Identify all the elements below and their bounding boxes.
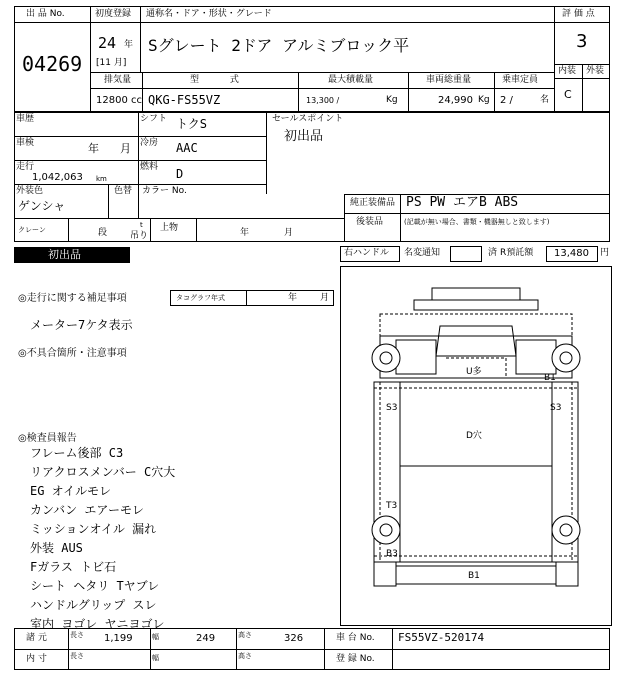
history-label: 車歴 <box>16 114 35 124</box>
registration-label: 登 録 No. <box>336 654 375 664</box>
mark-s3-left: S3 <box>386 403 398 413</box>
inspector-line: Fガラス トビ石 <box>30 560 117 574</box>
capacity-label: 乗車定員 <box>502 75 539 85</box>
mileage-value: 1,042,063 <box>32 172 83 183</box>
rating-value: 3 <box>576 31 588 52</box>
inner-label: 内 寸 <box>26 654 47 664</box>
inspector-line: ミッションオイル 漏れ <box>30 522 157 536</box>
upper-month-unit: 月 <box>284 228 294 238</box>
color-label: 外装色 <box>16 186 44 196</box>
mark-s3-right: S3 <box>550 403 562 413</box>
mileage-label: 走行 <box>16 162 35 172</box>
shift-value: トクS <box>176 117 207 131</box>
mark-b1-bottom: B1 <box>468 571 480 581</box>
inspection-month-unit: 月 <box>120 142 131 155</box>
rhd-text: 右ハンドル <box>344 248 390 258</box>
mark-t3: T3 <box>386 501 398 511</box>
mileage-unit: km <box>96 175 107 183</box>
color-code-label: カラー No. <box>142 186 187 196</box>
inspector-line: カンバン エアーモレ <box>30 503 145 517</box>
capacity-value: 2 / <box>500 95 513 106</box>
first-reg-label: 初度登録 <box>95 9 132 19</box>
length-value: 1,199 <box>104 633 133 644</box>
lot-number: 04269 <box>22 52 83 76</box>
recycle-unit: 円 <box>600 248 610 258</box>
tacho-month-unit: 月 <box>320 293 330 303</box>
chassis-value: FS55VZ-520174 <box>398 631 485 644</box>
inner-length-label: 長さ <box>70 652 84 660</box>
inspector-line: 室内 ヨゴレ ヤニヨゴレ <box>30 617 165 631</box>
dims-label: 諸 元 <box>26 633 47 643</box>
inspector-line: EG オイルモレ <box>30 484 112 498</box>
model-description: Sグレート 2ドア アルミブロック平 <box>148 36 410 55</box>
interior-label: 内装 <box>558 66 577 76</box>
max-load-unit: Kg <box>386 95 398 105</box>
model-desc-label: 通称名・ドア・形状・グレード <box>146 9 272 19</box>
reg-month: [11 月] <box>96 58 127 68</box>
sales-point-label: セールスポイント <box>272 114 344 124</box>
inspector-line: フレーム後部 C3 <box>30 446 124 460</box>
fuel-value: D <box>176 167 184 181</box>
gvw-label: 車両総重量 <box>426 75 472 85</box>
max-load: 13,300 / <box>306 96 340 105</box>
crane-ton-unit: t <box>140 221 143 229</box>
exterior-label: 外装 <box>586 66 605 76</box>
inspector-line: リアクロスメンバー C穴大 <box>30 465 176 479</box>
ac-value: AAC <box>176 141 198 155</box>
length-label: 長さ <box>70 631 84 639</box>
capacity-unit: 名 <box>540 95 550 105</box>
crane-label: クレーン <box>18 226 46 234</box>
inner-width-label: 幅 <box>152 654 159 662</box>
aftermarket-label: 後装品 <box>356 217 384 227</box>
height-label: 高さ <box>238 631 252 639</box>
equipment-value: PS PW エアB ABS <box>406 195 519 210</box>
gvw-value: 24,990 <box>438 95 473 106</box>
tacho-label: タコグラフ年式 <box>176 294 225 302</box>
inner-height-label: 高さ <box>238 652 252 660</box>
inspector-line: ハンドルグリップ スレ <box>30 598 157 612</box>
equipment-label: 純正装備品 <box>350 198 396 208</box>
ac-label: 冷房 <box>140 138 159 148</box>
crane-stage-unit: 段 <box>98 228 108 238</box>
mark-d: D穴 <box>466 431 482 441</box>
inspector-line: シート ヘタリ Tヤブレ <box>30 579 160 593</box>
sales-point-value: 初出品 <box>284 129 324 144</box>
truck-diagram <box>340 266 612 626</box>
model-code: QKG-FS55VZ <box>148 93 221 107</box>
color-value: ゲンシャ <box>18 199 66 213</box>
inspector-lines <box>30 446 330 636</box>
recycle-deposit-value: 13,480 <box>554 248 589 259</box>
first-listing-text: 初出品 <box>48 248 81 261</box>
recycle-deposit-label: R預託額 <box>500 248 534 258</box>
inspector-label: ◎検査員報告 <box>18 433 77 444</box>
model-label: 型 式 <box>190 75 239 85</box>
inspector-line: 外装 AUS <box>30 541 83 555</box>
mark-u: U多 <box>466 367 482 377</box>
name-change-box <box>450 246 482 262</box>
displacement-label: 排気量 <box>104 75 132 85</box>
reg-year-unit: 年 <box>124 40 134 50</box>
inspection-label: 車検 <box>16 138 35 148</box>
chassis-label: 車 台 No. <box>336 633 375 643</box>
fuel-label: 燃料 <box>140 162 159 172</box>
width-label: 幅 <box>152 633 159 641</box>
color-no-label: 色替 <box>114 186 133 196</box>
defects-label: ◎不具合箇所・注意事項 <box>18 348 127 359</box>
height-value: 326 <box>284 633 304 644</box>
width-value: 249 <box>196 633 216 644</box>
recycle-status: 済 <box>488 248 498 258</box>
mark-b3: B3 <box>386 549 398 559</box>
upper-year-unit: 年 <box>240 228 250 238</box>
name-change-label: 名変通知 <box>404 248 441 258</box>
crane-hang-label: 吊り <box>130 231 149 241</box>
max-load-label: 最大積載量 <box>328 75 374 85</box>
shift-label: シフト <box>140 114 168 124</box>
reg-year: 24 <box>98 34 117 52</box>
upper-label: 上物 <box>160 223 179 233</box>
displacement: 12800 cc <box>96 95 142 106</box>
tacho-year-unit: 年 <box>288 293 298 303</box>
driving-notes-label: ◎走行に関する補足事項 <box>18 293 127 304</box>
driving-note: メーター7ケタ表示 <box>30 318 133 332</box>
inspection-year-unit: 年 <box>88 142 99 155</box>
interior-grade: C <box>564 88 572 101</box>
mark-b1-top: B1 <box>544 373 556 383</box>
lot-no-label: 出 品 No. <box>26 9 65 19</box>
gvw-unit: Kg <box>478 95 490 105</box>
rating-label: 評 価 点 <box>562 9 595 19</box>
aftermarket-note: (記載が無い場合、書類・機器無しと致します) <box>404 218 550 226</box>
